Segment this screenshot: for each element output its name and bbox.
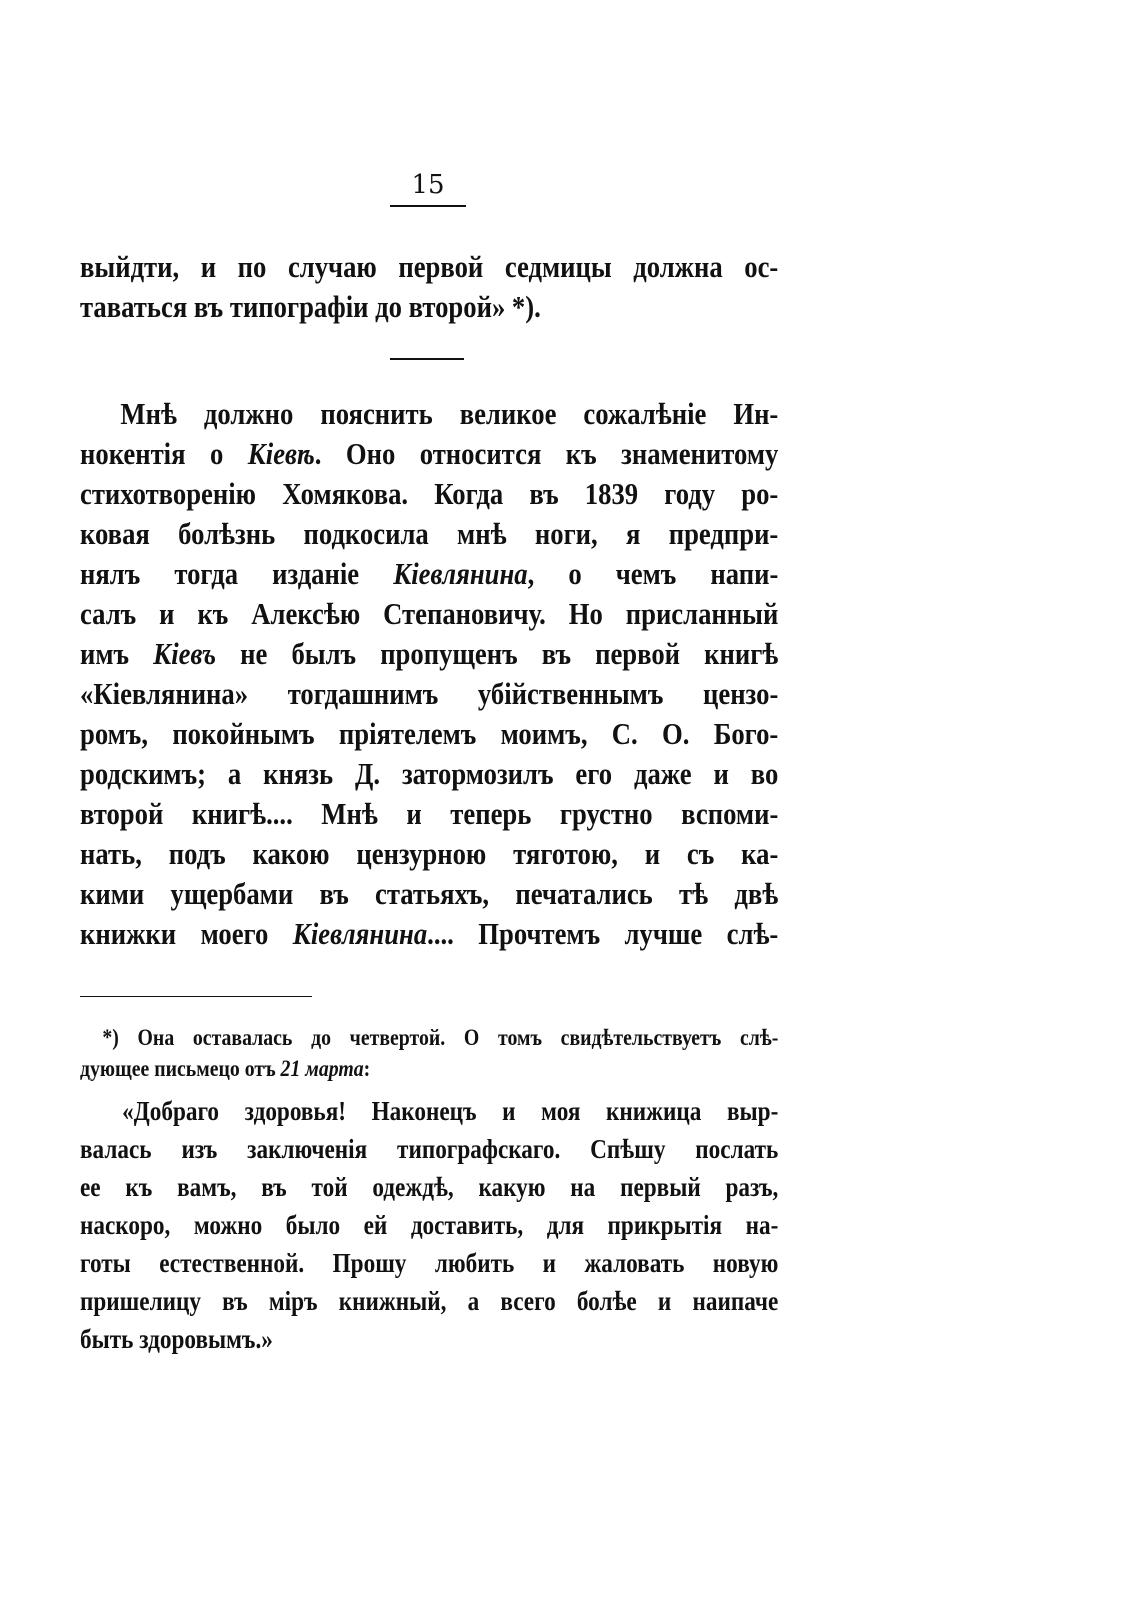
text-line: стихотворенію Хомякова. Когда въ 1839 году ро-	[80, 476, 779, 511]
italic-title: Кіевъ	[153, 636, 217, 671]
quote-line: пришелицу въ міръ книжный, а всего болѣе и наипаче	[80, 1286, 779, 1316]
text-line: ковая болѣзнь подкосила мнѣ ноги, я предпри-	[80, 516, 779, 551]
page-number-rule	[390, 205, 466, 207]
text-line: второй книгѣ.... Мнѣ и теперь грустно вспоми-	[80, 796, 779, 831]
quote-line: ее къ вамъ, въ той одеждѣ, какую на первый разъ,	[80, 1172, 779, 1202]
footnote-rule	[80, 996, 312, 997]
footnote-date: 21 марта	[280, 1056, 364, 1081]
italic-title: Кіевѣ	[247, 436, 315, 471]
text-line: нать, подъ какою цензурною тяготою, и съ ка-	[80, 836, 779, 871]
quote-line: валась изъ заключенія типографскаго. Спѣшу послать	[80, 1134, 779, 1164]
section-divider	[390, 358, 464, 360]
italic-title: Кіевлянина	[292, 916, 428, 951]
text-line: ромъ, покойнымъ пріятелемъ моимъ, С. О. Бого-	[80, 716, 779, 751]
text-line: кими ущербами въ статьяхъ, печатались тѣ двѣ	[80, 876, 779, 911]
quote-line: «Добраго здоровья! Наконецъ и моя книжица выр-	[122, 1096, 779, 1126]
quote-line: готы естественной. Прошу любить и жаловать новую	[80, 1248, 779, 1278]
quote-line: наскоро, можно было ей доставить, для прикрытія на-	[80, 1210, 779, 1240]
text-line: таваться въ типографіи до второй» *).	[80, 289, 541, 324]
text-line: родскимъ; а князь Д. затормозилъ его даже и во	[80, 756, 779, 791]
quote-line: быть здоровымъ.»	[80, 1324, 273, 1354]
text-line: имъ Кіевъ не былъ пропущенъ въ первой книгѣ	[80, 636, 779, 671]
text-line: нокентія о Кіевѣ. Оно относится къ знаменитому	[80, 436, 779, 471]
text-line: книжки моего Кіевлянина.... Прочтемъ лучше слѣ-	[80, 916, 779, 951]
text-line: салъ и къ Алексѣю Степановичу. Но присланный	[80, 596, 779, 631]
footnote-line: дующее письмецо отъ 21 марта:	[80, 1056, 371, 1081]
text-line: «Кіевлянина» тогдашнимъ убійственнымъ цензо-	[80, 676, 779, 711]
italic-title: Кіевлянина	[393, 556, 528, 591]
text-line: нялъ тогда изданіе Кіевлянина, о чемъ напи-	[80, 556, 779, 591]
text-line: выйдти, и по случаю первой седмицы должна ос-	[80, 249, 779, 284]
page-number: 15	[411, 170, 445, 200]
footnote-line: *) Она оставалась до четвертой. О томъ свидѣтельствуетъ слѣ-	[102, 1025, 779, 1050]
text-line: Мнѣ должно пояснить великое сожалѣніе Ин-	[120, 396, 779, 431]
